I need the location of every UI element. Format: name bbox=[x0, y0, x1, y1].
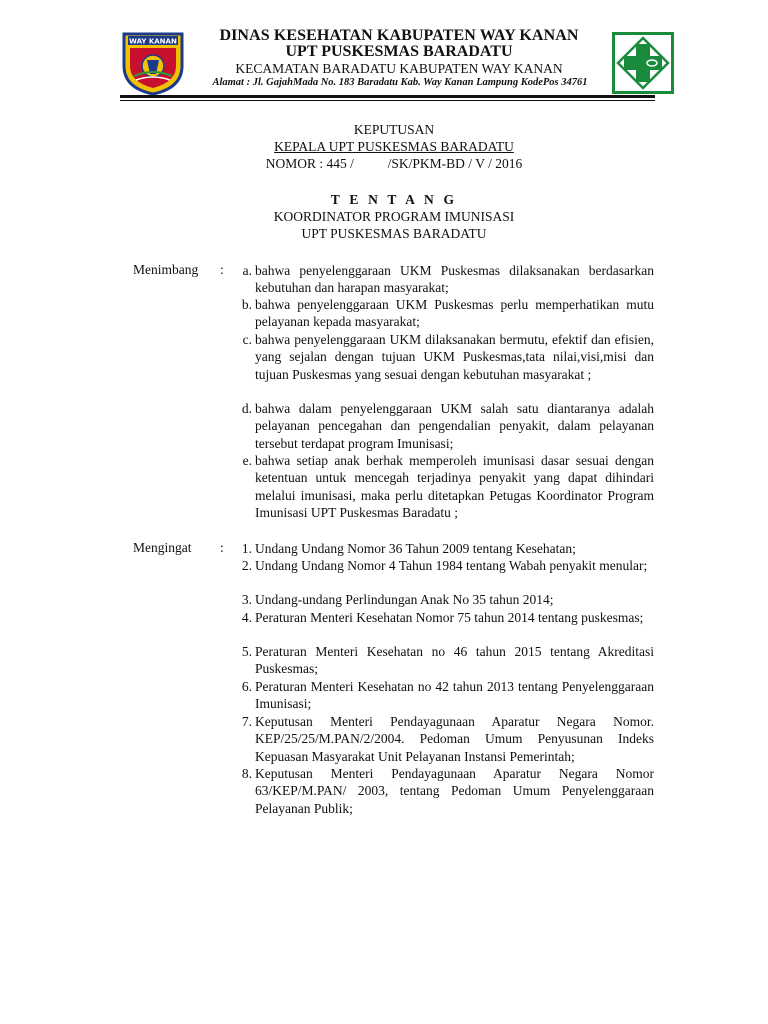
mengingat-mark-4: 4. bbox=[241, 610, 252, 625]
mengingat-mark-1: 1. bbox=[241, 541, 252, 556]
decree-about: T E N T A N G bbox=[330, 192, 458, 207]
mengingat-mark-2: 2. bbox=[241, 558, 252, 573]
menimbang-item-c: bahwa penyelenggaraan UKM dilaksanakan bermutu, efektif dan efisien, yang sejalan dengan tujuan UKM Puskesmas,tata nilai,visi,misi dan tujuan Puskesmas yang sesuai dengan kebutuhan masyarakat ; bbox=[255, 332, 654, 382]
mengingat-mark-7: 7. bbox=[241, 714, 252, 729]
mengingat-mark-6: 6. bbox=[241, 679, 252, 694]
letterhead-unit: UPT PUSKESMAS BARADATU bbox=[285, 43, 513, 60]
mengingat-item-8: Keputusan Menteri Pendayagunaan Aparatur Negara Nomor 63/KEP/M.PAN/ 2003, tentang Pedoman Umum Penyelenggaraan Pelayanan Publik; bbox=[255, 766, 654, 816]
mengingat-mark-8: 8. bbox=[241, 766, 252, 781]
puskesmas-cross-icon bbox=[612, 32, 674, 94]
mengingat-mark-5: 5. bbox=[241, 644, 252, 659]
crest-text: WAY KANAN bbox=[129, 37, 177, 46]
mengingat-item-1: Undang Undang Nomor 36 Tahun 2009 tentang Kesehatan; bbox=[255, 541, 576, 556]
mengingat-item-6: Peraturan Menteri Kesehatan no 42 tahun 2013 tentang Penyelenggaraan Imunisasi; bbox=[255, 679, 654, 712]
decree-issuer: KEPALA UPT PUSKESMAS BARADATU bbox=[274, 139, 514, 154]
letterhead-rule-thin bbox=[120, 100, 655, 101]
menimbang-item-a: bahwa penyelenggaraan UKM Puskesmas dilaksanakan berdasarkan kebutuhan dan harapan masyarakat; bbox=[255, 263, 654, 296]
mengingat-item-7: Keputusan Menteri Pendayagunaan Aparatur Negara Nomor. KEP/25/25/M.PAN/2/2004. Pedoman Umum Penyusunan Indeks Kepuasan Masyarakat Unit Pelayanan Instansi Pemerintah; bbox=[255, 714, 654, 764]
menimbang-item-d: bahwa dalam penyelenggaraan UKM salah satu diantaranya adalah pelayanan pencegahan dan pengendalian penyakit, dalam pelayanan tersebut terdapat program Imunisasi; bbox=[255, 401, 654, 451]
mengingat-colon: : bbox=[220, 540, 224, 555]
decree-subject-line2: UPT PUSKESMAS BARADATU bbox=[301, 226, 487, 241]
mengingat-item-5: Peraturan Menteri Kesehatan no 46 tahun 2015 tentang Akreditasi Puskesmas; bbox=[255, 644, 654, 677]
letterhead-address: Alamat : Jl. GajahMada No. 183 Baradatu Kab. Way Kanan Lampung KodePos 34761 bbox=[212, 77, 588, 88]
letterhead-district: KECAMATAN BARADATU KABUPATEN WAY KANAN bbox=[235, 61, 563, 76]
menimbang-mark-e: e. bbox=[242, 453, 252, 468]
mengingat-item-3: Undang-undang Perlindungan Anak No 35 tahun 2014; bbox=[255, 592, 554, 607]
letterhead-agency: DINAS KESEHATAN KABUPATEN WAY KANAN bbox=[219, 27, 579, 44]
menimbang-item-e: bahwa setiap anak berhak memperoleh imunisasi dasar sesuai dengan ketentuan untuk mencegah terjadinya penyakit yang dapat dihindari melalui imunisasi, maka perlu ditetapkan Petugas Koordinator Program Imunisasi UPT Puskesmas Baradatu ; bbox=[255, 453, 654, 521]
menimbang-mark-b: b. bbox=[241, 297, 252, 312]
menimbang-mark-d: d. bbox=[241, 401, 252, 416]
decree-heading: KEPUTUSAN bbox=[353, 122, 435, 137]
letterhead-rule-thick bbox=[120, 95, 655, 98]
decree-number: NOMOR : 445 / /SK/PKM-BD / V / 2016 bbox=[265, 156, 523, 171]
menimbang-item-b: bahwa penyelenggaraan UKM Puskesmas perlu memperhatikan mutu pelayanan kepada masyarakat; bbox=[255, 297, 654, 330]
menimbang-colon: : bbox=[220, 262, 224, 277]
mengingat-label: Mengingat bbox=[133, 540, 192, 555]
mengingat-mark-3: 3. bbox=[241, 592, 252, 607]
menimbang-mark-c: c. bbox=[242, 332, 252, 347]
menimbang-label: Menimbang bbox=[133, 262, 199, 277]
mengingat-item-4: Peraturan Menteri Kesehatan Nomor 75 tahun 2014 tentang puskesmas; bbox=[255, 610, 644, 625]
way-kanan-crest-icon bbox=[122, 30, 184, 96]
menimbang-mark-a: a. bbox=[242, 263, 252, 278]
decree-subject-line1: KOORDINATOR PROGRAM IMUNISASI bbox=[273, 209, 515, 224]
mengingat-item-2: Undang Undang Nomor 4 Tahun 1984 tentang Wabah penyakit menular; bbox=[255, 558, 648, 573]
